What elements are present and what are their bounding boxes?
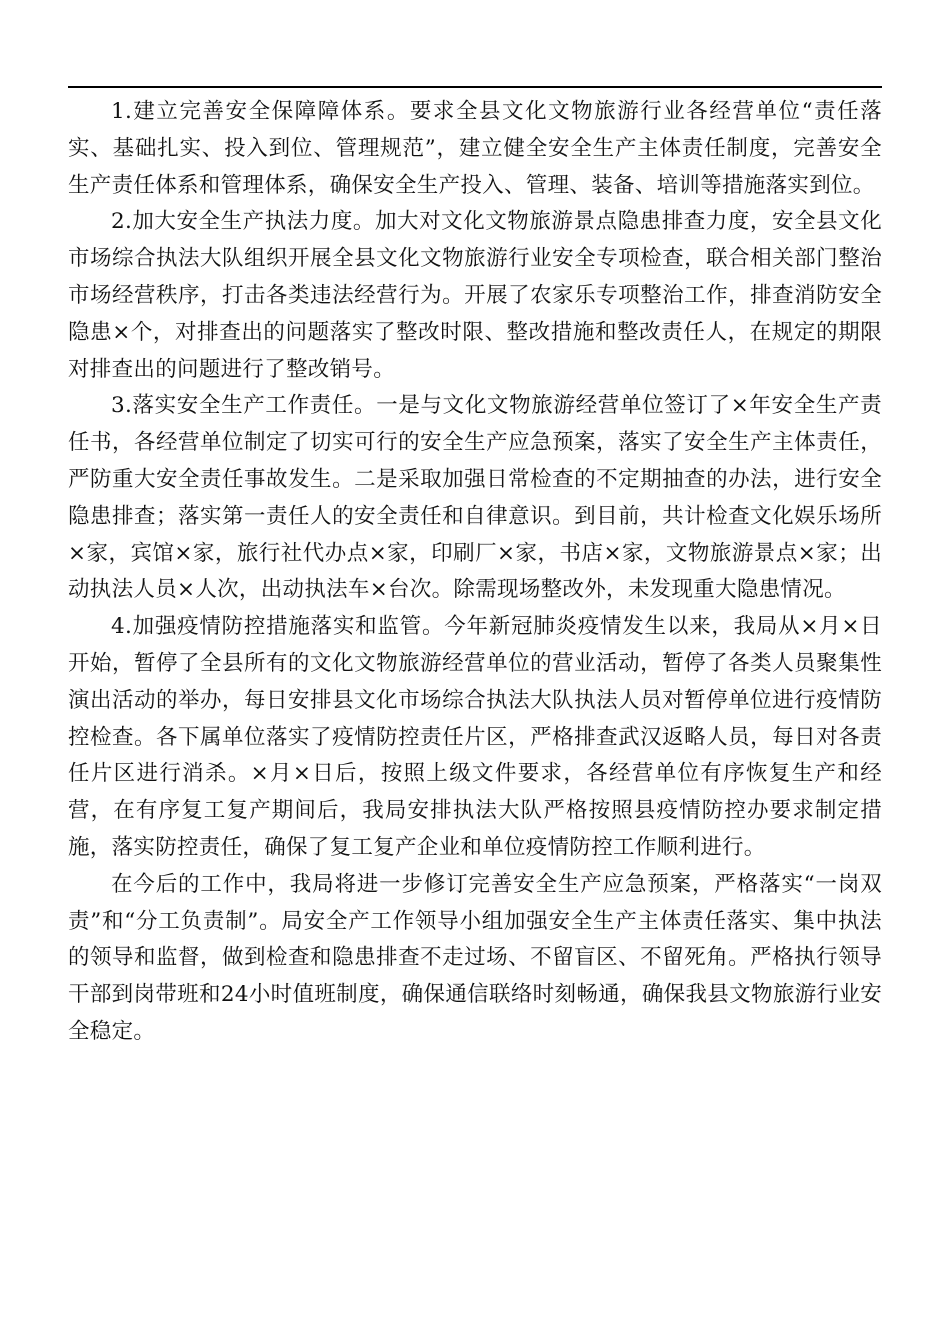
header-rule	[68, 86, 882, 88]
document-body	[68, 94, 882, 1051]
paragraph-law-enforcement: 2.加大安全生产执法力度。加大对文化文物旅游景点隐患排查力度，安全县文化市场综合执法大队组织开展全县文化文物旅游行业安全专项检查，联合相关部门整治市场经营秩序，打击各类违法经营行为。开展了农家乐专项整治工作，排查消防安全隐患×个，对排查出的问题落实了整改时限、整改措施和整改责任人，在规定的期限对排查出的问题进行了整改销号。	[68, 209, 882, 382]
paragraph-future-work: 在今后的工作中，我局将进一步修订完善安全生产应急预案，严格落实“一岗双责”和“分工负责制”。局安全产工作领导小组加强安全生产主体责任落实、集中执法的领导和监督，做到检查和隐患排查不走过场、不留盲区、不留死角。严格执行领导干部到岗带班和24小时值班制度，确保通信联络时刻畅通，确保我县文物旅游行业安全稳定。	[68, 871, 882, 1044]
paragraph-safety-system: 1.建立完善安全保障障体系。要求全县文化文物旅游行业各经营单位“责任落实、基础扎实、投入到位、管理规范”，建立健全安全生产主体责任制度，完善安全生产责任体系和管理体系，确保安全生产投入、管理、装备、培训等措施落实到位。	[68, 99, 882, 198]
paragraph-work-responsibility: 3.落实安全生产工作责任。一是与文化文物旅游经营单位签订了×年安全生产责任书，各经营单位制定了切实可行的安全生产应急预案，落实了安全生产主体责任，严防重大安全责任事故发生。二是采取加强日常检查的不定期抽查的办法，进行安全隐患排查；落实第一责任人的安全责任和自律意识。到目前，共计检查文化娱乐场所×家，宾馆×家，旅行社代办点×家，印刷厂×家，书店×家，文物旅游景点×家；出动执法人员×人次，出动执法车×台次。除需现场整改外，未发现重大隐患情况。	[68, 393, 882, 603]
paragraph-epidemic-control: 4.加强疫情防控措施落实和监管。今年新冠肺炎疫情发生以来，我局从×月×日开始，暂停了全县所有的文化文物旅游经营单位的营业活动，暂停了各类人员聚集性演出活动的举办，每日安排县文化市场综合执法大队执法人员对暂停单位进行疫情防控检查。各下属单位落实了疫情防控责任片区，严格排查武汉返略人员，每日对各责任片区进行消杀。×月×日后，按照上级文件要求，各经营单位有序恢复生产和经营，在有序复工复产期间后，我局安排执法大队严格按照县疫情防控办要求制定措施，落实防控责任，确保了复工复产企业和单位疫情防控工作顺利进行。	[68, 614, 882, 860]
